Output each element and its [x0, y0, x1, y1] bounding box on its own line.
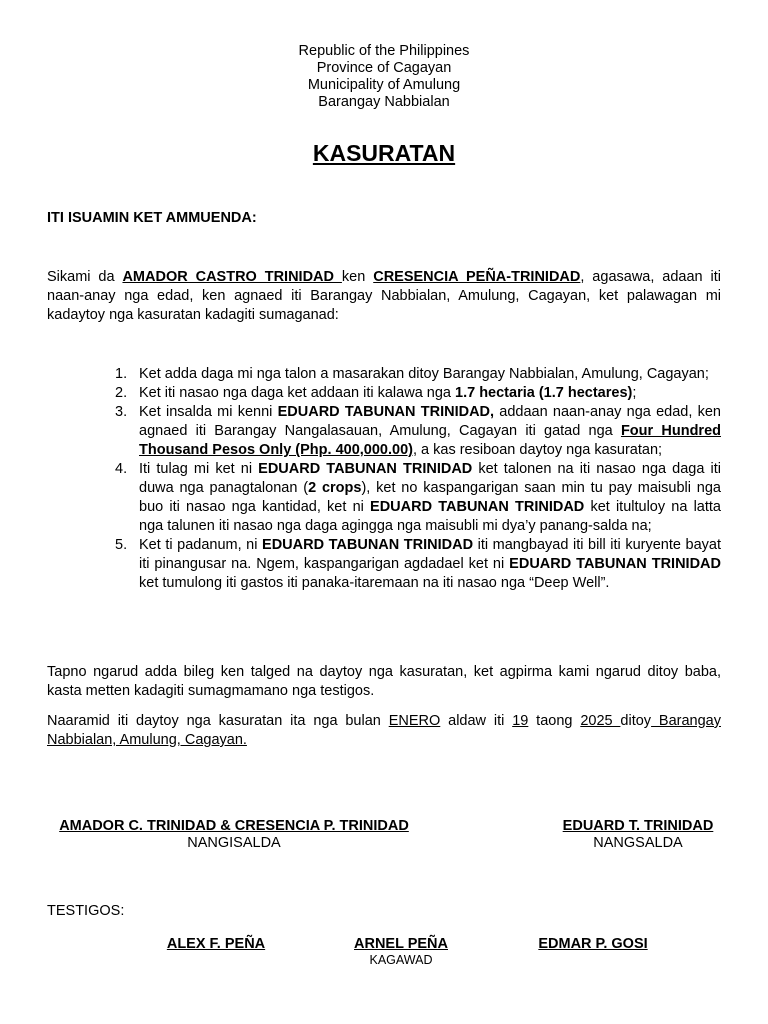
item-text: ket talonen na iti nasao nga daga iti duwa nga panagtalonan (	[139, 461, 722, 496]
item-number: 3.	[115, 404, 128, 420]
list-item	[115, 403, 721, 460]
item-text: addaan naan-anay nga edad, ken agnaed iti Barangay Nangalasauan, Amulung, Cagayan iti gatad nga	[139, 404, 721, 439]
witness-block	[154, 936, 278, 953]
header-republic: Republic of the Philippines	[298, 43, 470, 59]
intro-paragraph	[47, 268, 721, 325]
document-header	[47, 43, 721, 111]
item-text: Iti tulag mi ket ni	[139, 461, 259, 477]
intro-name-cresencia: CRESENCIA PEÑA-TRINIDAD	[373, 269, 581, 285]
list-item	[115, 536, 721, 593]
item-text: ket itultuloy na latta nga talunen iti nasao nga daga agingga nga maisubli mi dya’y panang-salda na;	[139, 499, 721, 534]
terms-list	[115, 365, 722, 593]
item-text: ket tumulong iti gastos iti panaka-itaremaan na iti nasao nga “Deep Well”.	[139, 575, 610, 591]
item-number: 4.	[115, 461, 128, 477]
witness-name: EDMAR P. GOSI	[538, 936, 648, 952]
list-item	[115, 460, 722, 536]
item-bold-area: 1.7 hectaria (1.7 hectares)	[455, 385, 633, 401]
item-text: , a kas resiboan daytoy nga kasuratan;	[412, 442, 663, 458]
document-title: KASURATAN	[312, 140, 456, 166]
header-barangay: Barangay Nabbialan	[318, 94, 450, 110]
item-text: iti mangbayad iti bill iti kuryente bayat iti pinangusar na. Ngem, kaspangarigan agdadael ket ni	[139, 537, 721, 572]
signatory-role: NANGISALDA	[187, 835, 281, 851]
signature-block-buyer	[555, 818, 721, 852]
signatory-name: AMADOR C. TRINIDAD & CRESENCIA P. TRINIDAD	[59, 818, 409, 834]
greeting: ITI ISUAMIN KET AMMUENDA:	[47, 210, 257, 226]
list-item	[115, 384, 721, 403]
item-text: Ket iti nasao nga daga ket addaan iti kalawa nga	[139, 385, 456, 401]
item-bold-name: EDUARD TABUNAN TRINIDAD	[258, 461, 473, 477]
intro-text: ken	[341, 269, 374, 285]
made-place: Barangay Nabbialan, Amulung, Cagayan.	[47, 713, 721, 748]
intro-text: , agasawa, adaan iti naan-anay nga edad, ken agnaed iti Barangay Nabbialan, Amulung, Cagayan, ket palawagan mi kadaytoy nga kasuratan kadagiti sumaganad:	[47, 269, 721, 323]
item-text: ;	[632, 385, 637, 401]
item-bold-name: EDUARD TABUNAN TRINIDAD	[370, 499, 585, 515]
made-month: ENERO	[388, 713, 441, 729]
made-text: ditoy	[620, 713, 652, 729]
witnesses-label: TESTIGOS:	[47, 903, 125, 919]
execution-paragraph	[47, 712, 721, 750]
item-number: 5.	[115, 537, 128, 553]
made-text: Naaramid iti daytoy nga kasuratan ita nga bulan	[47, 713, 389, 729]
witness-block	[523, 936, 663, 953]
witness-name: ARNEL PEÑA	[354, 936, 448, 952]
made-day: 19	[512, 713, 529, 729]
item-text: ), ket no kaspangarigan saan min tu pay maisubli nga buo iti nasao nga kantidad, ket ni	[139, 480, 721, 515]
made-text: aldaw iti	[440, 713, 513, 729]
item-bold-name: EDUARD TABUNAN TRINIDAD	[262, 537, 474, 553]
header-province: Province of Cagayan	[316, 60, 452, 76]
signatory-name: EDUARD T. TRINIDAD	[562, 818, 714, 834]
item-bold-name: EDUARD TABUNAN TRINIDAD	[509, 556, 721, 572]
made-year: 2025	[580, 713, 621, 729]
made-text: taong	[528, 713, 581, 729]
closing-paragraph: Tapno ngarud adda bileg ken talged na daytoy nga kasuratan, ket agpirma kami ngarud ditoy baba, kasta metten kadagiti sumagmamano nga testigos.	[47, 664, 721, 699]
item-bold-crops: 2 crops	[308, 480, 362, 496]
item-number: 1.	[115, 366, 128, 382]
intro-text: Sikami da	[47, 269, 123, 285]
item-text: Ket ti padanum, ni	[139, 537, 263, 553]
list-item	[115, 365, 721, 384]
item-text: Ket adda daga mi nga talon a masarakan ditoy Barangay Nabbialan, Amulung, Cagayan;	[139, 366, 709, 382]
item-number: 2.	[115, 385, 128, 401]
signatory-role: NANGSALDA	[593, 835, 683, 851]
witness-block	[339, 936, 463, 968]
item-text: Ket insalda mi kenni	[139, 404, 278, 420]
header-municipality: Municipality of Amulung	[307, 77, 461, 93]
signature-block-sellers	[47, 818, 421, 852]
intro-name-amador: AMADOR CASTRO TRINIDAD	[122, 269, 342, 285]
item-bold-name: EDUARD TABUNAN TRINIDAD,	[277, 404, 495, 420]
witness-name: ALEX F. PEÑA	[166, 936, 266, 952]
item-amount: Four Hundred Thousand Pesos Only (Php. 400,000.00)	[139, 423, 721, 458]
witness-role: KAGAWAD	[369, 953, 433, 967]
